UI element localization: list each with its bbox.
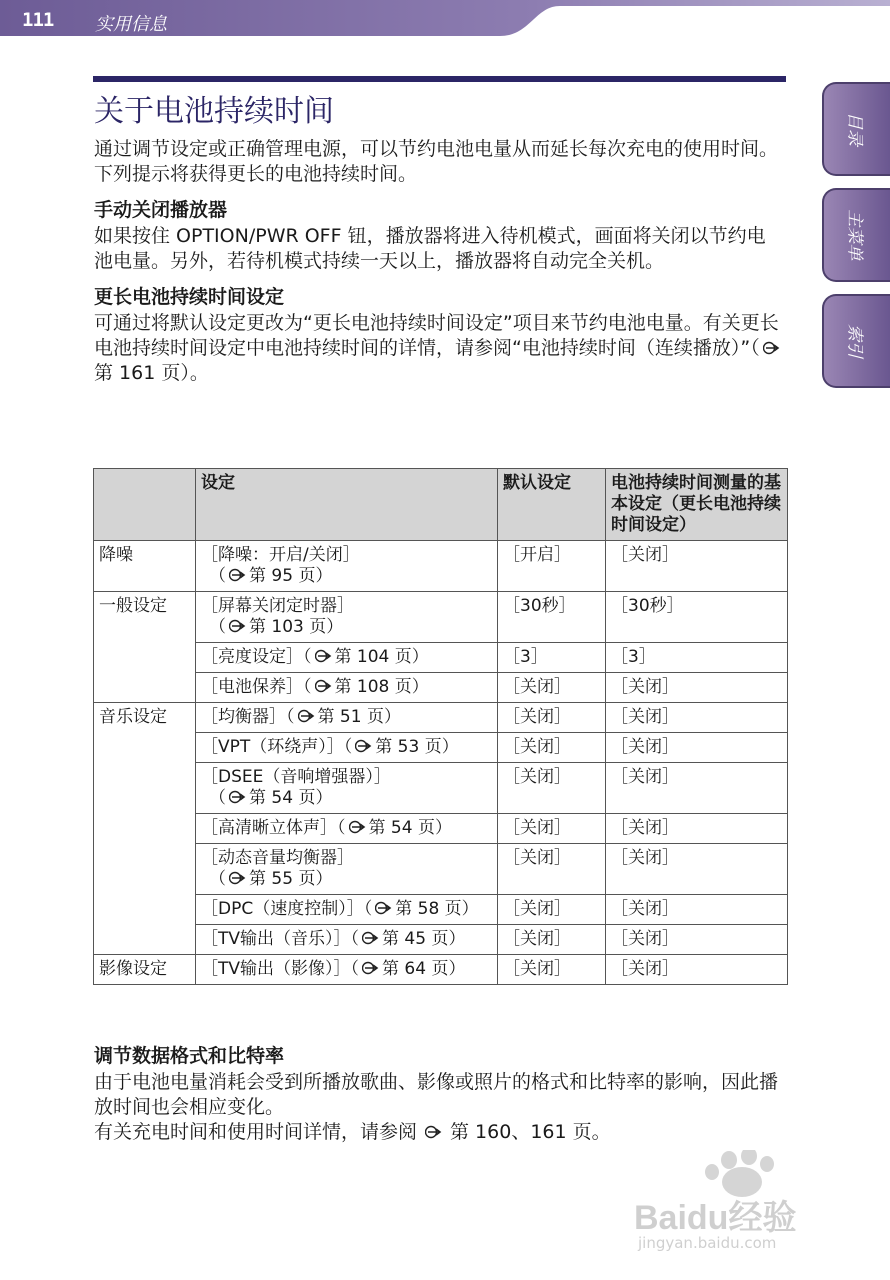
tab-main-menu-label: 主菜单 <box>844 209 865 261</box>
setting-ref[interactable] <box>372 899 478 919</box>
header-category <box>94 469 196 541</box>
table-row <box>94 673 788 703</box>
cell-long-battery: ［关闭］ <box>606 703 788 733</box>
setting-name: ［亮度设定］（ <box>201 647 312 667</box>
cell-category: 影像设定 <box>94 955 196 985</box>
intro-paragraph-1: 通过调节设定或正确管理电源，可以节约电池电量从而延长每次充电的使用时间。 <box>94 138 779 160</box>
header-long-battery: 电池持续时间测量的基本设定（更长电池持续时间设定） <box>606 469 788 541</box>
tab-main-menu[interactable] <box>822 188 890 282</box>
cell-default: ［关闭］ <box>498 703 606 733</box>
cell-default: ［30秒］ <box>498 592 606 643</box>
table-row <box>94 955 788 985</box>
cell-long-battery: ［3］ <box>606 643 788 673</box>
cell-default: ［关闭］ <box>498 955 606 985</box>
section-body-bitrate: 由于电池电量消耗会受到所播放歌曲、影像或照片的格式和比特率的影响，因此播放时间也会相应变化。 <box>94 1071 779 1118</box>
setting-ref[interactable] <box>346 818 452 838</box>
cell-category <box>94 733 196 763</box>
setting-name: ［DSEE（音响增强器）］ <box>201 767 391 787</box>
table-row <box>94 592 788 643</box>
cell-category <box>94 763 196 814</box>
cell-long-battery: ［关闭］ <box>606 541 788 592</box>
setting-ref-page: 第 55 页 <box>249 869 316 889</box>
tab-contents-label: 目录 <box>844 112 865 146</box>
cell-setting <box>196 673 498 703</box>
setting-ref-page: 第 58 页） <box>395 899 479 919</box>
table-row <box>94 703 788 733</box>
section-ref-bitrate <box>94 1120 784 1145</box>
cell-setting <box>196 763 498 814</box>
setting-ref[interactable]: （ 第 55 页） <box>209 869 333 889</box>
page-header <box>0 0 890 36</box>
table-row <box>94 733 788 763</box>
bitrate-section <box>94 1043 784 1145</box>
setting-name: ［电池保养］（ <box>201 677 312 697</box>
cell-setting <box>196 925 498 955</box>
cell-default: ［关闭］ <box>498 844 606 895</box>
setting-ref[interactable] <box>359 929 465 949</box>
setting-name: ［VPT（环绕声）］（ <box>201 737 353 757</box>
cell-default: ［3］ <box>498 643 606 673</box>
table-row <box>94 643 788 673</box>
title-rule <box>93 76 786 82</box>
cell-default: ［关闭］ <box>498 895 606 925</box>
tab-index-label: 索引 <box>844 324 865 358</box>
setting-ref-page: 第 108 页） <box>334 677 429 697</box>
page-reference-icon <box>229 871 246 885</box>
cell-long-battery: ［关闭］ <box>606 763 788 814</box>
setting-ref-page: 第 51 页） <box>317 707 401 727</box>
setting-ref[interactable] <box>295 707 401 727</box>
cell-long-battery: ［30秒］ <box>606 592 788 643</box>
setting-ref[interactable] <box>352 737 458 757</box>
cell-category <box>94 643 196 673</box>
page-reference-icon <box>315 649 332 663</box>
page-reference-icon <box>355 739 372 753</box>
table-row <box>94 763 788 814</box>
section-body-long-battery <box>94 311 784 386</box>
cell-setting <box>196 643 498 673</box>
setting-name: ［TV输出（音乐）］（ <box>201 929 360 949</box>
page-reference-icon <box>425 1125 442 1139</box>
cell-category <box>94 814 196 844</box>
section-heading-long-battery: 更长电池持续时间设定 <box>94 286 285 308</box>
setting-ref[interactable]: （ 第 54 页） <box>209 788 333 808</box>
cell-default: ［关闭］ <box>498 814 606 844</box>
cell-long-battery: ［关闭］ <box>606 673 788 703</box>
cell-setting <box>196 955 498 985</box>
cell-long-battery: ［关闭］ <box>606 895 788 925</box>
cell-category: 一般设定 <box>94 592 196 643</box>
page-reference-icon <box>229 790 246 804</box>
setting-ref-page: 第 64 页） <box>382 959 466 979</box>
page-reference-icon <box>375 901 392 915</box>
header-setting: 设定 <box>196 469 498 541</box>
page-reference-icon <box>362 961 379 975</box>
cell-setting <box>196 895 498 925</box>
setting-ref-page: 第 45 页） <box>382 929 466 949</box>
page-number: 111 <box>22 9 54 31</box>
page-title: 关于电池持续时间 <box>94 94 334 129</box>
section-body-manual-off: 如果按住 OPTION/PWR OFF 钮，播放器将进入待机模式，画面将关闭以节约电池电量。另外，若待机模式持续一天以上，播放器将自动完全关机。 <box>94 225 766 272</box>
setting-ref-page: 第 103 页 <box>249 617 327 637</box>
main-content <box>94 137 784 386</box>
setting-ref-page: 第 104 页） <box>334 647 429 667</box>
cell-setting <box>196 814 498 844</box>
cell-long-battery: ［关闭］ <box>606 955 788 985</box>
table-row <box>94 844 788 895</box>
setting-ref[interactable]: （ 第 103 页） <box>209 617 344 637</box>
baidu-watermark <box>634 1150 844 1254</box>
table-row <box>94 814 788 844</box>
setting-name: ［动态音量均衡器］ <box>201 848 354 868</box>
setting-ref-page: 第 54 页 <box>249 788 316 808</box>
setting-ref-page: 第 54 页） <box>368 818 452 838</box>
cell-default: ［关闭］ <box>498 763 606 814</box>
page-reference-icon <box>362 931 379 945</box>
section-heading-manual-off: 手动关闭播放器 <box>94 199 228 221</box>
setting-name: ［DPC（速度控制）］（ <box>201 899 373 919</box>
tab-contents[interactable] <box>822 82 890 176</box>
cell-category: 音乐设定 <box>94 703 196 733</box>
cell-default: ［关闭］ <box>498 925 606 955</box>
page-reference-icon <box>315 679 332 693</box>
setting-ref-page: 第 95 页 <box>249 566 316 586</box>
cell-category <box>94 925 196 955</box>
bitrate-ref-link[interactable]: 第 160、161 页。 <box>450 1121 611 1143</box>
page-reference-icon <box>763 341 780 355</box>
long-battery-ref[interactable]: 第 161 页）。 <box>94 362 209 384</box>
page-reference-icon <box>229 619 246 633</box>
setting-ref[interactable] <box>312 677 429 697</box>
cell-category <box>94 673 196 703</box>
cell-category <box>94 895 196 925</box>
page-reference-icon <box>298 709 315 723</box>
setting-name: ［屏幕关闭定时器］ <box>201 596 354 616</box>
cell-setting <box>196 541 498 592</box>
cell-setting <box>196 703 498 733</box>
setting-name: ［均衡器］（ <box>201 707 295 727</box>
settings-table <box>93 468 788 985</box>
intro-paragraph-2: 下列提示将获得更长的电池持续时间。 <box>94 163 418 185</box>
setting-ref-page: 第 53 页） <box>375 737 459 757</box>
setting-name: ［高清晰立体声］（ <box>201 818 346 838</box>
table-header-row <box>94 469 788 541</box>
page-reference-icon <box>349 820 366 834</box>
setting-ref[interactable] <box>359 959 465 979</box>
cell-default: ［关闭］ <box>498 733 606 763</box>
tab-index[interactable] <box>822 294 890 388</box>
cell-default: ［开启］ <box>498 541 606 592</box>
table-row <box>94 895 788 925</box>
page-reference-icon <box>229 568 246 582</box>
cell-setting <box>196 844 498 895</box>
cell-default: ［关闭］ <box>498 673 606 703</box>
cell-setting <box>196 733 498 763</box>
section-label: 实用信息 <box>95 14 167 35</box>
header-default: 默认设定 <box>498 469 606 541</box>
cell-long-battery: ［关闭］ <box>606 814 788 844</box>
table-row <box>94 541 788 592</box>
section-heading-bitrate: 调节数据格式和比特率 <box>94 1045 285 1067</box>
setting-ref[interactable] <box>312 647 429 667</box>
bitrate-ref-text: 有关充电时间和使用时间详情，请参阅 <box>94 1121 418 1143</box>
cell-long-battery: ［关闭］ <box>606 733 788 763</box>
cell-long-battery: ［关闭］ <box>606 925 788 955</box>
cell-setting <box>196 592 498 643</box>
cell-category <box>94 844 196 895</box>
setting-name: ［TV输出（影像）］（ <box>201 959 360 979</box>
setting-ref[interactable]: （ 第 95 页） <box>209 566 333 586</box>
setting-name: ［降噪：开启/关闭］ <box>201 545 360 565</box>
long-battery-text: 可通过将默认设定更改为“更长电池持续时间设定”项目来节约电池电量。有关更长电池持续时间设定中电池持续时间的详情，请参阅“电池持续时间（连续播放）”（ <box>94 312 779 359</box>
table-row <box>94 925 788 955</box>
watermark-brand: Baidu经验 <box>634 1199 797 1237</box>
cell-category: 降噪 <box>94 541 196 592</box>
cell-long-battery: ［关闭］ <box>606 844 788 895</box>
watermark-url: jingyan.baidu.com <box>638 1234 777 1252</box>
